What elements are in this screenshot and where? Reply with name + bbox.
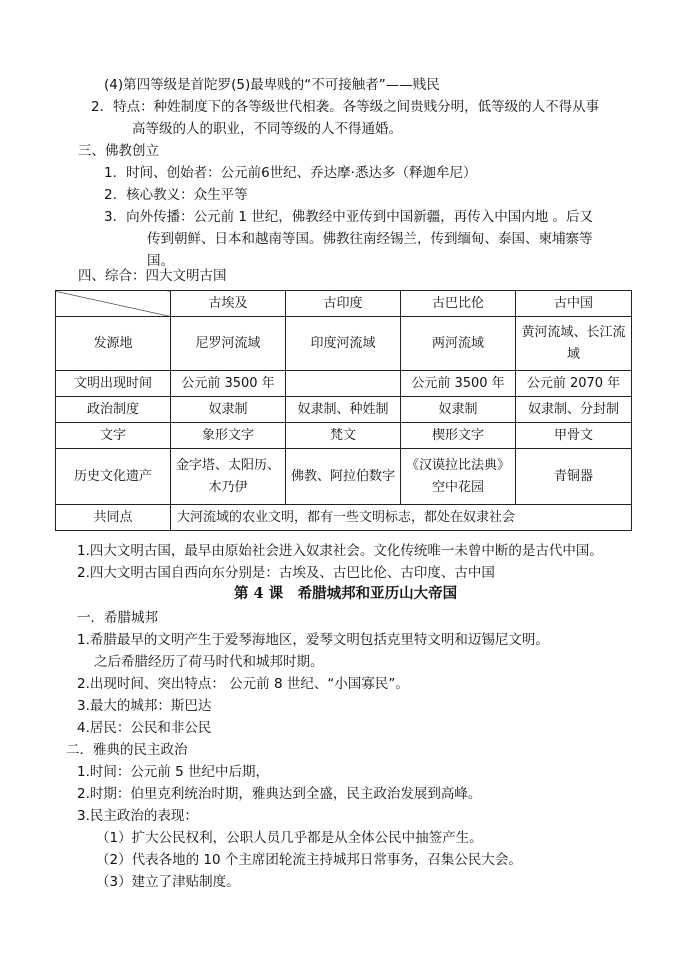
note-1: 1.四大文明古国，最早由原始社会进入奴隶社会。文化传统唯一未曾中断的是古代中国。	[77, 543, 603, 559]
section-four-civilizations-heading: 四、综合：四大文明古国	[78, 268, 227, 284]
athens-item-3: 3.民主政治的表现：	[77, 808, 198, 824]
athens-item-1: 1.时间：公元前 5 世纪中后期，	[77, 764, 270, 780]
row-label: 发源地	[56, 317, 171, 371]
caste-feature-line-1: 2．特点：种姓制度下的各等级世代相袭。各等级之间贵贱分明，低等级的人不得从事	[91, 99, 600, 115]
table-cell: 公元前 3500 年	[171, 371, 286, 397]
lesson-4-title: 第 4 课 希腊城邦和亚历山大帝国	[234, 585, 458, 602]
greek-item-1-line-1: 1.希腊最早的文明产生于爱琴海地区，爱琴文明包括克里特文明和迈锡尼文明。	[77, 632, 549, 648]
greek-item-1-line-2: 之后希腊经历了荷马时代和城邦时期。	[94, 654, 324, 670]
table-row	[56, 317, 632, 371]
table-header-cell: 古埃及	[171, 291, 286, 317]
table-cell: 甲骨文	[516, 423, 632, 449]
buddhism-item-1: 1．时间、创始者：公元前6世纪、乔达摩·悉达多（释迦牟尼）	[104, 165, 477, 181]
buddhism-item-3-line-2: 传到朝鲜、日本和越南等国。佛教往南经锡兰，传到缅甸、泰国、柬埔寨等	[147, 231, 593, 247]
table-cell: 公元前 3500 年	[401, 371, 516, 397]
table-cell: 公元前 2070 年	[516, 371, 632, 397]
greek-city-states-heading: 一．希腊城邦	[77, 610, 158, 626]
athens-sub-item-1: （1）扩大公民权利，公职人员几乎都是从全体公民中抽签产生。	[96, 830, 483, 846]
table-header-cell: 古巴比伦	[401, 291, 516, 317]
row-label: 共同点	[56, 505, 171, 531]
row-label: 历史文化遗产	[56, 449, 171, 505]
section-buddhism-heading: 三、佛教创立	[78, 143, 159, 159]
table-cell: 奴隶制	[401, 397, 516, 423]
table-cell: 楔形文字	[401, 423, 516, 449]
table-cell: 黄河流域、长江流域	[516, 317, 632, 371]
athens-item-2: 2.时期：伯里克利统治时期，雅典达到全盛，民主政治发展到高峰。	[77, 786, 482, 802]
table-cell: 佛教、阿拉伯数字	[286, 449, 401, 505]
athens-sub-item-3: （3）建立了津贴制度。	[96, 874, 240, 890]
row-label: 政治制度	[56, 397, 171, 423]
table-cell	[286, 371, 401, 397]
greek-item-4: 4.居民：公民和非公民	[77, 720, 212, 736]
athens-sub-item-2: （2）代表各地的 10 个主席团轮流主持城邦日常事务，召集公民大会。	[96, 852, 522, 868]
athens-democracy-heading: 二．雅典的民主政治	[66, 742, 188, 758]
table-row	[56, 397, 632, 423]
table-cell: 金字塔、太阳历、木乃伊	[171, 449, 286, 505]
table-cell: 奴隶制	[171, 397, 286, 423]
row-label: 文字	[56, 423, 171, 449]
buddhism-item-2: 2．核心教义：众生平等	[104, 187, 248, 203]
table-cell: 奴隶制、种姓制	[286, 397, 401, 423]
common-features-cell: 大河流域的农业文明，都有一些文明标志，都处在奴隶社会	[171, 505, 632, 531]
greek-item-3: 3.最大的城邦：斯巴达	[77, 698, 212, 714]
table-row-common	[56, 505, 632, 531]
table-row	[56, 371, 632, 397]
table-cell: 两河流域	[401, 317, 516, 371]
greek-item-2: 2.出现时间、突出特点： 公元前 8 世纪、“小国寡民”。	[77, 676, 409, 692]
buddhism-item-3-line-1: 3．向外传播：公元前 1 世纪，佛教经中亚传到中国新疆，再传入中国内地 。后又	[104, 209, 594, 225]
table-row	[56, 449, 632, 505]
table-row	[56, 423, 632, 449]
table-header-row	[56, 291, 632, 317]
table-corner-cell	[56, 291, 171, 317]
table-cell: 象形文字	[171, 423, 286, 449]
table-cell: 奴隶制、分封制	[516, 397, 632, 423]
note-2: 2.四大文明古国自西向东分别是：古埃及、古巴比伦、古印度、古中国	[77, 565, 495, 581]
row-label: 文明出现时间	[56, 371, 171, 397]
table-cell: 印度河流域	[286, 317, 401, 371]
table-cell: 《汉谟拉比法典》 空中花园	[401, 449, 516, 505]
table-cell: 尼罗河流域	[171, 317, 286, 371]
table-cell: 青铜器	[516, 449, 632, 505]
buddhism-item-3-line-3: 国。	[147, 253, 174, 269]
table-header-cell: 古印度	[286, 291, 401, 317]
four-civilizations-table	[55, 290, 632, 531]
caste-feature-line-2: 高等级的人的职业，不同等级的人不得通婚。	[132, 121, 402, 137]
table-cell: 梵文	[286, 423, 401, 449]
table-header-cell: 古中国	[516, 291, 632, 317]
caste-level-4-text: (4)第四等级是首陀罗(5)最卑贱的“不可接触者”——贱民	[104, 77, 440, 93]
